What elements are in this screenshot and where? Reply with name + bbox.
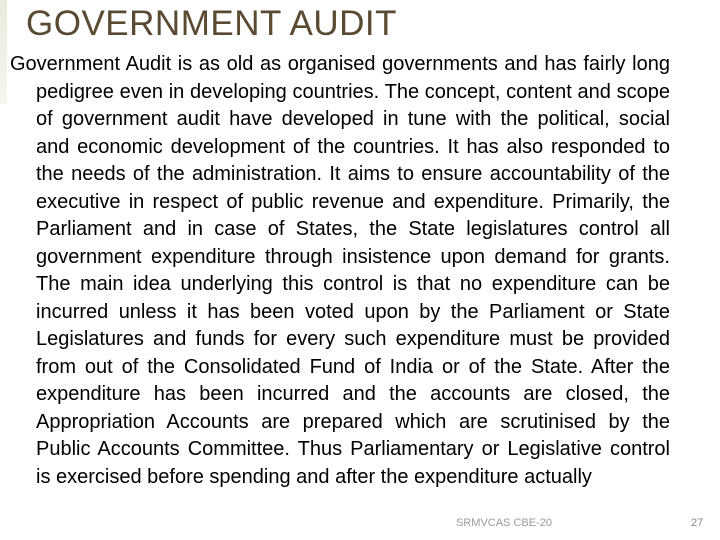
- slide-footer: SRMVCAS CBE-20: [456, 517, 552, 529]
- slide-body-text: Government Audit is as old as organised governments and has fairly long pedigree even in developing countries. The concept, content and scope of government audit have developed in tune with the political, social and economic development of the countries. It has also responded to the needs of the administration. It aims to ensure accountability of the executive in respect of public revenue and expenditure. Primarily, the Parliament and in case of States, the State legislatures control all government expenditure through insistence upon demand for grants. The main idea underlying this control is that no expenditure can be incurred unless it has been voted upon by the Parliament or State Legislatures and funds for every such expenditure must be provided from out of the Consolidated Fund of India or of the State. After the expenditure has been incurred and the accounts are closed, the Appropriation Accounts are prepared which are scrutinised by the Public Accounts Committee. Thus Parliamentary or Legislative control is exercised before spending and after the expenditure actually: [10, 53, 670, 488]
- decorative-accent-bar: [0, 0, 7, 104]
- slide-page-number: 27: [691, 517, 704, 529]
- slide-title: GOVERNMENT AUDIT: [26, 4, 398, 43]
